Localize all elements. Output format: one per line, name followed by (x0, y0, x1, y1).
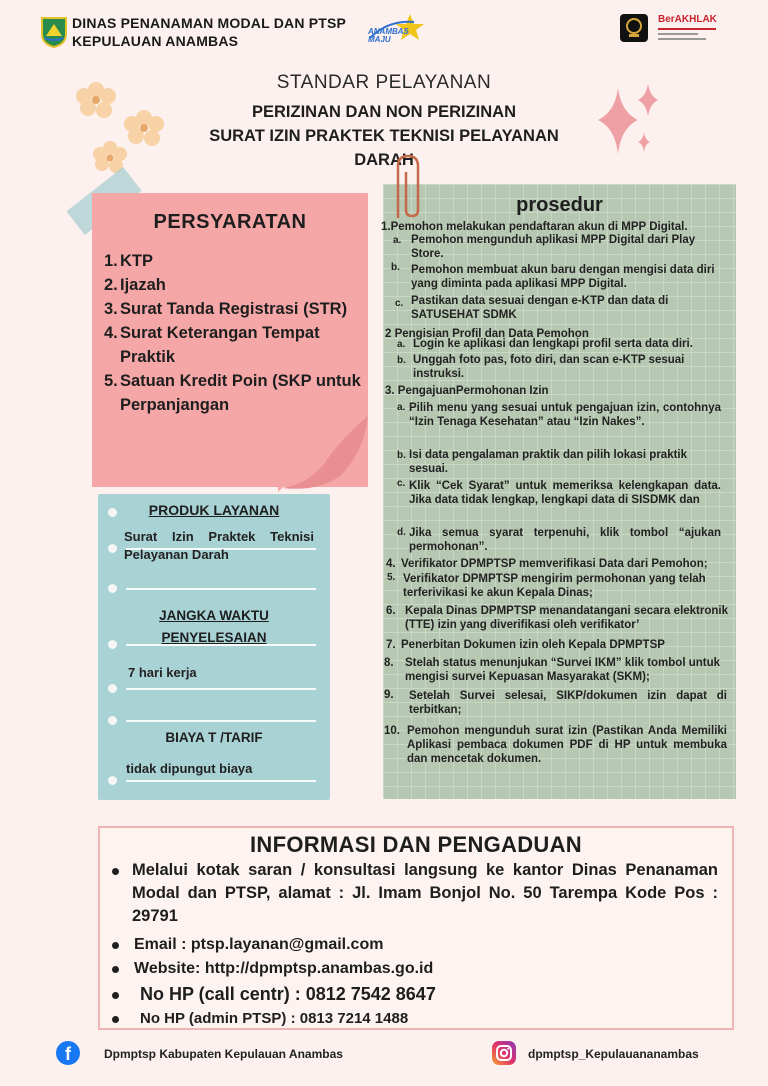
org-line-2: KEPULAUAN ANAMBAS (72, 33, 239, 49)
step-marker: c. (395, 298, 404, 309)
step-marker: b. (391, 262, 400, 273)
prosedur-step-2a: Login ke aplikasi dan lengkapi profil serta data diri. (413, 338, 693, 350)
list-item (104, 297, 364, 321)
prosedur-step-4: Verifikator DPMPTSP memverifikasi Data dari Pemohon; (401, 558, 708, 570)
step-marker: b. (397, 355, 406, 366)
facebook-handle: Dpmptsp Kabupaten Kepulauan Anambas (104, 1047, 343, 1061)
jangka-waktu-value: 7 hari kerja (128, 665, 197, 680)
title-block (0, 100, 768, 172)
prosedur-step-3d: Jika semua syarat terpenuhi, klik tombol “ajukan permohonan”. (409, 527, 721, 553)
instagram-handle: dpmptsp_Kepulauananambas (528, 1047, 699, 1061)
prosedur-step-7: Penerbitan Dokumen izin oleh Kepala DPMPTSP (401, 639, 665, 651)
informasi-card (98, 826, 734, 1030)
informasi-item-3: Website: http://dpmptsp.anambas.go.id (134, 960, 434, 977)
step-marker: a. (393, 235, 402, 246)
prosedur-step-10: Pemohon mengunduh surat izin (Pastikan Anda Memiliki Aplikasi pembaca dokumen PDF di HP untuk membuka dan mencetak dokumen. (407, 725, 727, 765)
page-curl-decoration (278, 412, 370, 492)
step-marker: d. (397, 527, 406, 538)
informasi-item-5: No HP (admin PTSP) : 0813 7214 1488 (140, 1010, 409, 1027)
facebook-icon: f (56, 1041, 80, 1065)
list-item (104, 369, 364, 417)
bullet (112, 1016, 119, 1023)
step-marker: c. (397, 478, 406, 489)
title-standar-pelayanan: STANDAR PELAYANAN (276, 72, 492, 93)
prosedur-step-2: 2 Pengisian Profil dan Data Pemohon (385, 328, 589, 340)
berakhlak-text: BerAKHLAK (658, 14, 717, 25)
prosedur-step-1a: Pemohon mengunduh aplikasi MPP Digital dari Play Store. (411, 234, 696, 260)
award-badge-icon (620, 14, 648, 42)
title-line-4: DARAH (354, 151, 414, 169)
step-marker: a. (397, 339, 406, 350)
step-marker: 5. (387, 572, 396, 583)
informasi-heading: INFORMASI DAN PENGADUAN (249, 832, 582, 857)
prosedur-step-1: 1.Pemohon melakukan pendaftaran akun di MPP Digital. (381, 221, 688, 233)
header-organization (72, 14, 346, 50)
biaya-value: tidak dipungut biaya (126, 761, 253, 776)
step-marker: 8. (384, 657, 394, 669)
list-item (104, 273, 364, 297)
informasi-item-4: No HP (call centr) : 0812 7542 8647 (140, 984, 436, 1004)
list-text: Ijazah (120, 276, 166, 294)
bullet (112, 966, 119, 973)
anambas-maju-logo-icon (368, 12, 426, 46)
prosedur-heading: prosedur (516, 194, 603, 216)
bullet (112, 868, 119, 875)
paperclip-icon (388, 152, 434, 222)
prosedur-card (383, 184, 736, 799)
produk-text: Surat Izin Praktek Teknisi Pelayanan Darah (124, 529, 314, 562)
step-marker: 4. (386, 558, 396, 570)
prosedur-step-1c: Pastikan data sesuai dengan e-KTP dan data di SATUSEHAT SDMK (411, 295, 669, 321)
list-text: Surat Keterangan Tempat Praktik (120, 324, 320, 366)
persyaratan-heading: PERSYARATAN (153, 211, 307, 233)
list-number: 3. (104, 300, 118, 318)
prosedur-step-1b: Pemohon membuat akun baru dengan mengisi data diri yang diminta pada aplikasi MPP Digital. (411, 264, 715, 290)
list-number: 5. (104, 372, 118, 390)
jangka-waktu-heading-1: JANGKA WAKTU (159, 608, 269, 623)
list-item (104, 249, 364, 273)
bullet (112, 942, 119, 949)
prosedur-step-3: 3. PengajuanPermohonan Izin (385, 385, 549, 397)
jangka-waktu-heading-2: PENYELESAIAN (161, 630, 267, 645)
title-line-2: PERIZINAN DAN NON PERIZINAN (251, 103, 516, 121)
persyaratan-list (104, 249, 364, 417)
prosedur-step-6: Kepala Dinas DPMPTSP menandatangani secara elektronik (TTE) izin yang diverifikasi oleh verifikator’ (405, 605, 728, 631)
list-text: KTP (120, 252, 153, 270)
prosedur-step-3b: Isi data pengalaman praktik dan pilih lokasi praktik sesuai. (409, 449, 688, 475)
step-marker: b. (397, 450, 406, 461)
berakhlak-logo-icon (658, 14, 722, 44)
title-line-3: SURAT IZIN PRAKTEK TEKNISI PELAYANAN (209, 127, 559, 145)
step-marker: 10. (384, 725, 400, 737)
prosedur-step-2b: Unggah foto pas, foto diri, dan scan e-KTP sesuai instruksi. (413, 354, 685, 380)
anambas-maju-text: ANAMBAS MAJU (368, 27, 409, 44)
produk-layanan-card (98, 494, 330, 800)
list-number: 4. (104, 324, 118, 342)
prosedur-step-3a: Pilih menu yang sesuai untuk pengajuan izin, contohnya “Izin Tenaga Kesehatan” atau “Izin Nakes”. (409, 402, 721, 428)
informasi-item-2: Email : ptsp.layanan@gmail.com (134, 936, 384, 953)
instagram-icon (492, 1041, 516, 1065)
list-item (104, 321, 364, 369)
list-text: Surat Tanda Registrasi (STR) (120, 300, 348, 318)
regency-crest-icon (40, 16, 68, 48)
step-marker: 9. (384, 689, 394, 701)
list-number: 1. (104, 252, 118, 270)
produk-heading: PRODUK LAYANAN (148, 502, 280, 518)
step-marker: a. (397, 402, 406, 413)
biaya-heading: BIAYA T /TARIF (165, 730, 263, 745)
list-number: 2. (104, 276, 118, 294)
prosedur-step-5: Verifikator DPMPTSP mengirim permohonan yang telah terferivikasi ke akun Kepala Dinas; (403, 573, 706, 599)
bullet (112, 992, 119, 999)
prosedur-step-3c: Klik “Cek Syarat” untuk memeriksa kelengkapan data. Jika data tidak lengkap, lengkapi data di SISDMK dan (409, 480, 721, 506)
prosedur-step-9: Setelah Survei selesai, SIKP/dokumen izin dapat di terbitkan; (409, 690, 727, 716)
list-text: Satuan Kredit Poin (SKP untuk Perpanjangan (120, 372, 361, 414)
step-marker: 7. (386, 639, 396, 651)
informasi-item-1: Melalui kotak saran / konsultasi langsung ke kantor Dinas Penanaman Modal dan PTSP, alamat : Jl. Imam Bonjol No. 50 Tarempa Kode Pos : 29791 (132, 861, 718, 925)
org-line-1: DINAS PENANAMAN MODAL DAN PTSP (72, 15, 347, 31)
step-marker: 6. (386, 605, 396, 617)
prosedur-step-8: Stelah status menunjukan “Survei IKM” klik tombol untuk mengisi survei Kepuasan Masyarakat (SKM); (405, 657, 721, 683)
